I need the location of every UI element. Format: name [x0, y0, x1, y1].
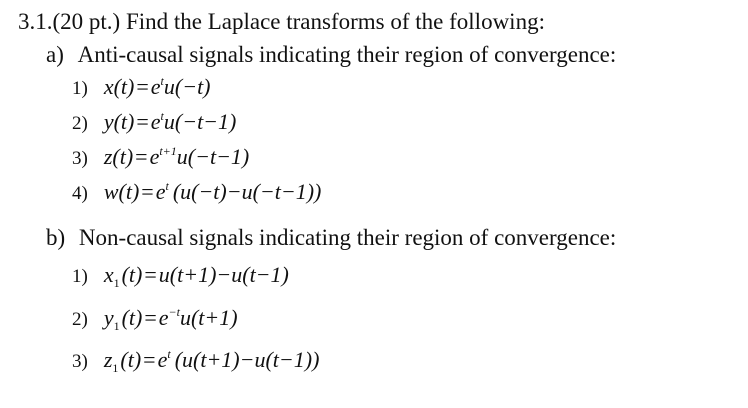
problem-title: 3.1.(20 pt.) Find the Laplace transforms of the following:: [18, 9, 545, 34]
exp-base: e: [157, 347, 168, 372]
exp-base: e: [158, 305, 169, 330]
exp-power: t: [160, 74, 164, 88]
exp-power: t+1: [159, 144, 177, 158]
equation-arg: (t): [112, 144, 134, 169]
equation-subscript: 1: [113, 276, 120, 290]
item-number: 3): [72, 351, 88, 372]
equation-subscript: 1: [113, 319, 120, 333]
equation-lhs: y: [103, 305, 114, 330]
item-number: 3): [72, 148, 88, 169]
equation-lhs: z: [103, 347, 113, 372]
part-a-label: a): [46, 42, 64, 67]
equals-sign: =: [144, 305, 157, 330]
equation: [104, 110, 237, 133]
equation-arg: (t): [120, 347, 142, 372]
equation: [104, 75, 211, 98]
equation-rest: u(−t−1): [176, 144, 250, 169]
equals-sign: =: [136, 109, 149, 134]
equation: [104, 264, 289, 289]
equation: [104, 348, 320, 374]
item-number: 1): [72, 78, 88, 99]
equation-rest: u(−t): [163, 74, 211, 99]
exp-power: −t: [168, 305, 180, 319]
exp-base: e: [155, 179, 166, 204]
exp-base: e: [150, 109, 161, 134]
equation-arg: (t): [118, 179, 140, 204]
part-b-text: Non-causal signals indicating their region of convergence:: [78, 225, 617, 250]
exp-power: t: [167, 347, 171, 361]
equation: [104, 180, 322, 203]
equation-lhs: w: [103, 179, 119, 204]
part-b-heading: [46, 226, 616, 249]
part-a-item-2: [72, 110, 236, 133]
equation: [104, 145, 249, 168]
equation-lhs: x: [103, 74, 114, 99]
equation-rest: u(t+1)−u(t−1): [158, 262, 289, 287]
part-a-item-3: [72, 145, 249, 168]
exp-power: t: [160, 109, 164, 123]
equation-rest: u(t+1): [179, 305, 238, 330]
equation-arg: (t): [113, 109, 135, 134]
equation-subscript: 1: [112, 361, 119, 375]
part-b-item-2: [72, 306, 238, 332]
equation-arg: (t): [121, 262, 143, 287]
part-b-item-3: [72, 348, 319, 374]
equation-lhs: x: [103, 262, 114, 287]
equation-lhs: y: [103, 109, 114, 134]
part-b-item-1: [72, 264, 289, 289]
equation-arg: (t): [113, 74, 135, 99]
equals-sign: =: [141, 179, 154, 204]
equals-sign: =: [144, 262, 157, 287]
item-number: 2): [72, 113, 88, 134]
equation-rest: (u(t+1)−u(t−1)): [174, 347, 320, 372]
equals-sign: =: [136, 74, 149, 99]
equation-rest: u(−t−1): [163, 109, 237, 134]
item-number: 2): [72, 309, 88, 330]
equals-sign: =: [135, 144, 148, 169]
part-a-heading: [46, 43, 616, 66]
equation-lhs: z: [103, 144, 113, 169]
exp-power: t: [165, 179, 169, 193]
part-b-label: b): [46, 225, 66, 250]
item-number: 1): [72, 266, 88, 287]
equals-sign: =: [143, 347, 156, 372]
equation: [104, 306, 238, 332]
part-a-item-1: [72, 75, 211, 98]
equation-rest: (u(−t)−u(−t−1)): [172, 179, 322, 204]
part-a-item-4: [72, 180, 321, 203]
exp-base: e: [150, 74, 161, 99]
part-a-text: Anti-causal signals indicating their region of convergence:: [77, 42, 617, 67]
equation-arg: (t): [121, 305, 143, 330]
exp-base: e: [149, 144, 160, 169]
item-number: 4): [72, 183, 88, 204]
